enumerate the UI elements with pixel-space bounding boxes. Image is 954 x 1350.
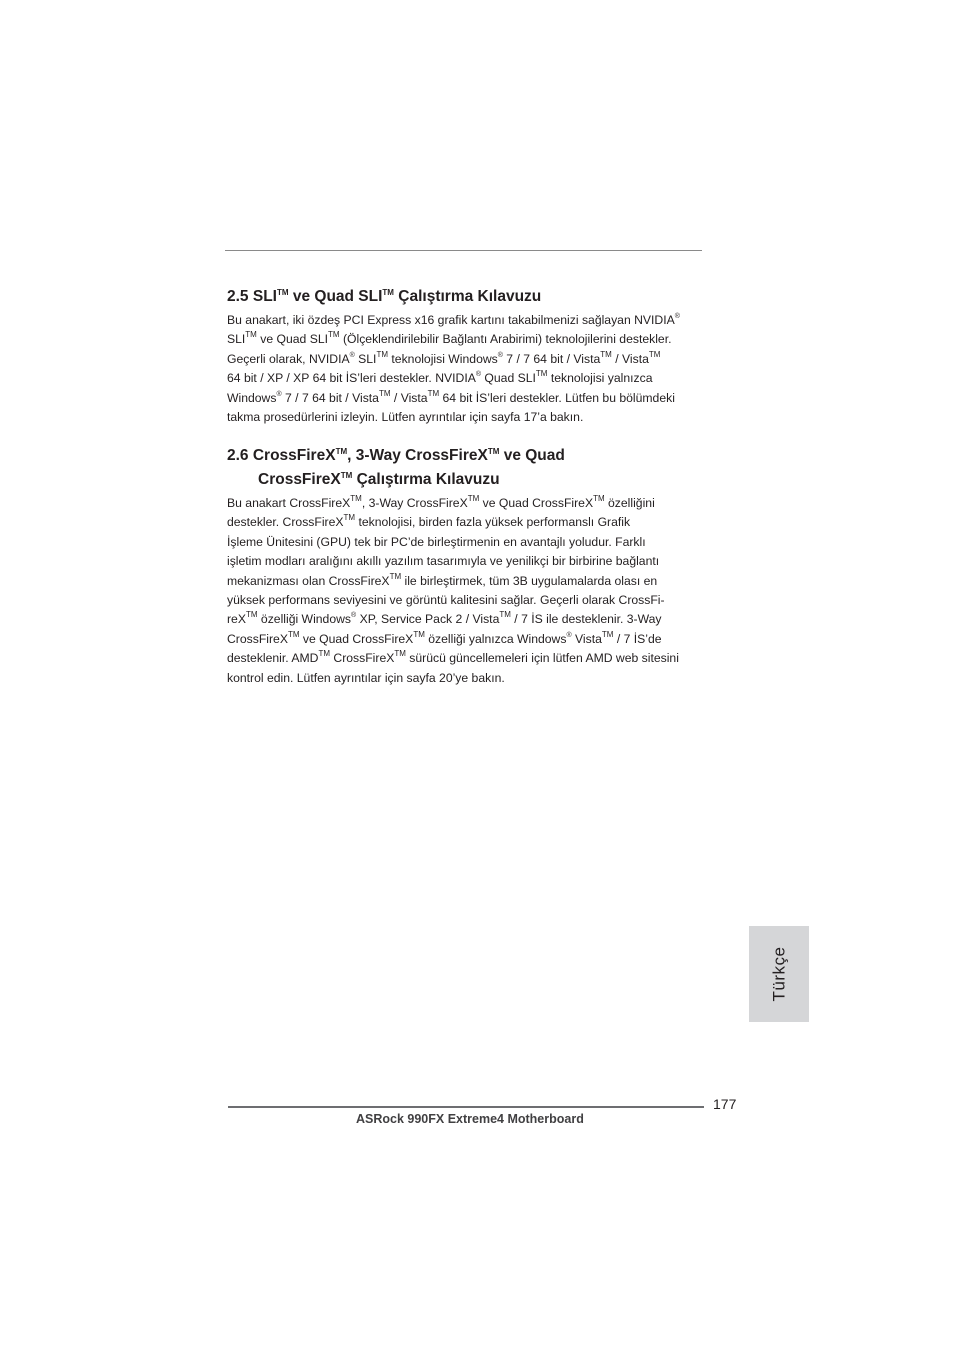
trademark-mark: TM	[593, 494, 605, 503]
text-line	[227, 610, 707, 629]
footer-text: ASRock 990FX Extreme4 Motherboard	[356, 1112, 584, 1126]
trademark-mark: TM	[535, 369, 548, 379]
registered-mark: ®	[276, 390, 282, 398]
text-run: ile birleştirmek, tüm 3B uygulamalarda olası en	[401, 573, 658, 588]
text-run: 2.6 CrossFireX	[227, 447, 336, 464]
text-run: / 7 İS’de	[613, 631, 662, 646]
text-line	[227, 533, 707, 552]
section-2-5-heading	[227, 285, 707, 309]
trademark-mark: TM	[467, 494, 480, 503]
trademark-mark: TM	[276, 288, 289, 297]
text-run: CrossFireX	[258, 471, 341, 488]
section-2-5	[227, 285, 707, 427]
section-2-6	[227, 444, 707, 688]
text-run: Bu anakart, iki özdeş PCI Express x16 grafik kartını takabilmenizi sağlayan NVIDIA	[227, 313, 675, 327]
text-line	[227, 630, 707, 649]
registered-mark: ®	[566, 631, 572, 639]
text-line	[227, 369, 707, 388]
text-run: SLI	[354, 351, 377, 366]
text-run: 2.5 SLI	[227, 288, 277, 305]
text-run: , 3-Way CrossFireX	[347, 447, 488, 464]
text-line	[227, 311, 707, 330]
text-line	[227, 572, 707, 591]
section-2-6-heading-line2	[227, 468, 707, 492]
trademark-mark: TM	[328, 330, 340, 340]
text-run: kontrol edin. Lütfen ayrıntılar için sayfa 20’ye bakın.	[227, 670, 505, 685]
trademark-mark: TM	[340, 471, 353, 480]
text-line	[227, 591, 707, 610]
text-run: özelliğini	[604, 496, 655, 510]
trademark-mark: TM	[648, 349, 661, 359]
text-run: reX	[227, 612, 246, 627]
trademark-mark: TM	[389, 571, 402, 581]
trademark-mark: TM	[499, 610, 511, 620]
text-run: Vista	[571, 631, 602, 646]
text-run: / Vista	[390, 390, 428, 405]
text-run: XP, Service Pack 2 / Vista	[356, 612, 500, 627]
language-tab	[749, 926, 809, 1022]
text-run: CrossFireX	[330, 651, 395, 666]
text-run: 7 / 7 64 bit / Vista	[502, 351, 601, 366]
registered-mark: ®	[475, 371, 482, 379]
trademark-mark: TM	[601, 629, 614, 639]
trademark-mark: TM	[378, 388, 391, 398]
text-run: ve Quad	[499, 447, 565, 464]
trademark-mark: TM	[343, 513, 356, 523]
text-run: 7 / 7 64 bit / Vista	[281, 390, 379, 405]
text-run: Windows	[227, 390, 277, 405]
text-run: / Vista	[611, 351, 649, 366]
text-run: CrossFireX	[227, 631, 288, 646]
text-run: SLI	[227, 332, 246, 347]
text-run: Quad SLI	[481, 371, 536, 386]
page-number: 177	[713, 1096, 737, 1112]
text-run: işletim modları aralığını akıllı yazılım tasarımıyla ve yenilikçi bir birbirine bağlantı	[227, 554, 660, 569]
text-run: / 7 İS ile desteklenir. 3-Way	[510, 612, 662, 627]
text-run: ve Quad SLI	[288, 288, 383, 305]
text-line	[227, 552, 707, 571]
text-run: Geçerli olarak, NVIDIA	[227, 351, 350, 366]
trademark-mark: TM	[287, 629, 300, 639]
text-run: takma prosedürlerini izleyin. Lütfen ayrıntılar için sayfa 17’a bakın.	[227, 410, 584, 425]
trademark-mark: TM	[413, 629, 425, 639]
registered-mark: ®	[349, 351, 355, 359]
top-divider	[225, 250, 702, 251]
registered-mark: ®	[497, 351, 503, 359]
section-2-6-heading	[227, 444, 707, 492]
text-run: 64 bit / XP / XP 64 bit İS’leri destekler. NVIDIA	[227, 371, 476, 386]
text-line	[227, 330, 707, 349]
text-run: özelliği yalnızca Windows	[424, 631, 567, 646]
text-run: sürücü güncellemeleri için lütfen AMD web sitesini	[405, 651, 679, 666]
registered-mark: ®	[674, 313, 680, 320]
trademark-mark: TM	[335, 447, 348, 456]
text-run: (Ölçeklendirilebilir Bağlantı Arabirimi) teknolojilerini destekler.	[339, 332, 672, 347]
trademark-mark: TM	[487, 447, 500, 456]
text-line	[227, 408, 707, 427]
trademark-mark: TM	[394, 649, 406, 659]
text-run: desteklenir. AMD	[227, 651, 319, 666]
trademark-mark: TM	[376, 349, 389, 359]
text-run: teknolojisi yalnızca	[547, 371, 653, 386]
text-line	[227, 669, 707, 688]
footer-divider	[228, 1106, 704, 1108]
text-run: Çalıştırma Kılavuzu	[393, 288, 542, 305]
text-run: , 3-Way CrossFireX	[361, 496, 468, 510]
trademark-mark: TM	[350, 494, 362, 503]
section-2-6-body	[227, 494, 707, 688]
text-run: Bu anakart CrossFireX	[227, 496, 351, 510]
text-line	[227, 350, 707, 369]
text-run: destekler. CrossFireX	[227, 515, 344, 530]
text-run: ve Quad CrossFireX	[479, 496, 594, 510]
trademark-mark: TM	[318, 649, 331, 659]
text-run: özelliği Windows	[257, 612, 352, 627]
text-run: Çalıştırma Kılavuzu	[352, 471, 500, 488]
trademark-mark: TM	[382, 288, 394, 297]
trademark-mark: TM	[600, 349, 612, 359]
text-run: teknolojisi, birden fazla yüksek performanslı Grafik	[355, 515, 631, 530]
text-run: teknolojisi Windows	[388, 351, 498, 366]
text-line	[227, 494, 707, 513]
trademark-mark: TM	[245, 330, 257, 340]
trademark-mark: TM	[245, 610, 258, 620]
text-run: ve Quad CrossFireX	[299, 631, 414, 646]
text-run: ve Quad SLI	[256, 332, 328, 347]
text-run: 64 bit İS’leri destekler. Lütfen bu bölümdeki	[439, 390, 675, 405]
text-line	[227, 513, 707, 532]
trademark-mark: TM	[427, 388, 440, 398]
text-line	[227, 649, 707, 668]
text-run: yüksek performans seviyesini ve görüntü kalitesini sağlar. Geçerli olarak CrossFi-	[227, 593, 665, 608]
registered-mark: ®	[351, 612, 357, 620]
language-tab-label: Türkçe	[769, 946, 788, 1002]
section-2-5-body	[227, 311, 707, 427]
text-run: mekanizması olan CrossFireX	[227, 573, 390, 588]
text-run: İşleme Ünitesini (GPU) tek bir PC’de birleştirmenin en avantajlı yoludur. Farklı	[227, 534, 646, 549]
text-line	[227, 389, 707, 408]
section-2-6-heading-line1	[227, 447, 565, 464]
